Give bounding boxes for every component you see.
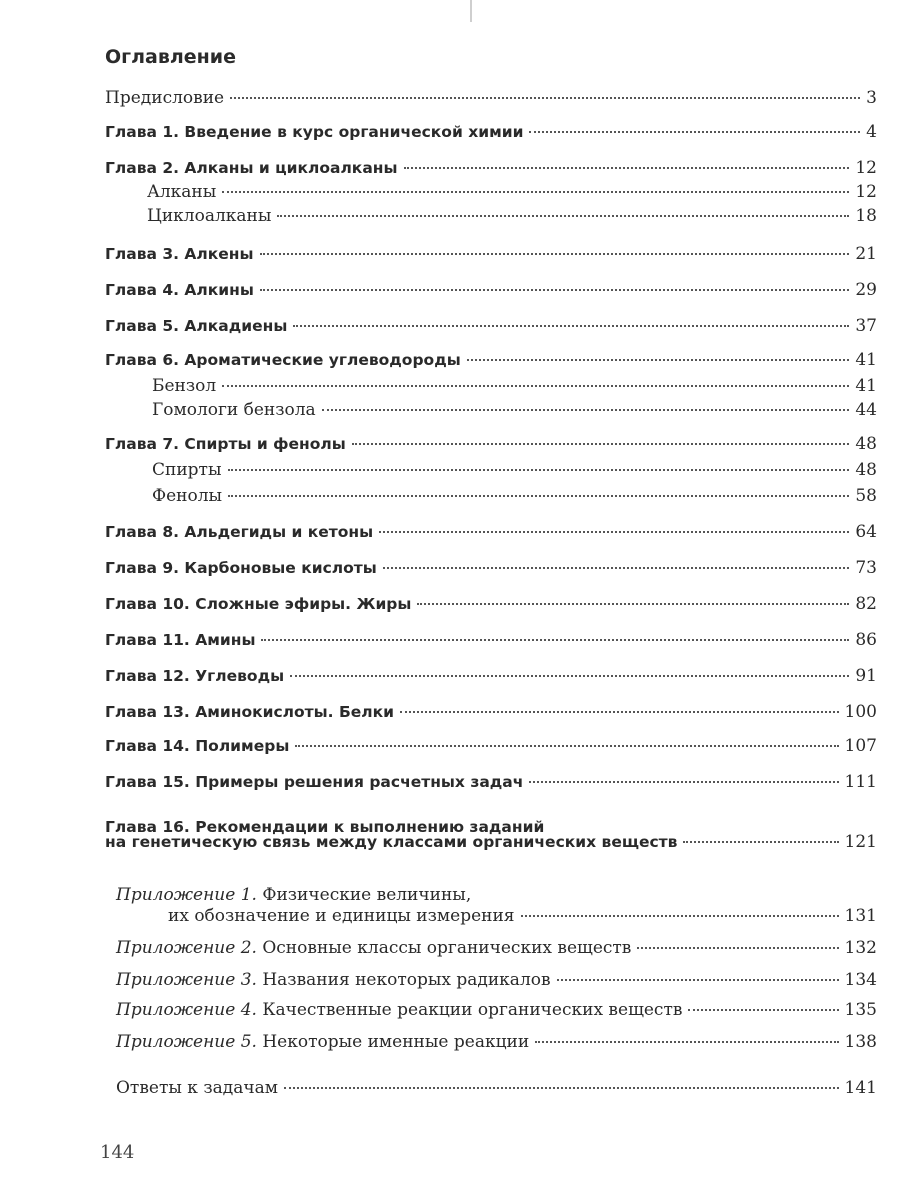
- dot-leader: [293, 325, 849, 327]
- dot-leader: [295, 745, 838, 747]
- entry-page: 44: [855, 400, 877, 420]
- toc-entry-chapter-14: [105, 736, 877, 764]
- entry-page: 86: [855, 630, 877, 650]
- toc-entry-preface: [105, 88, 877, 116]
- entry-page: 3: [866, 88, 877, 108]
- toc-entry-chapter-8: [105, 522, 877, 550]
- toc-entry-chapter-4: [105, 280, 877, 308]
- entry-label: [116, 970, 551, 990]
- entry-page: 141: [844, 1078, 877, 1098]
- dot-leader: [277, 215, 849, 217]
- entry-label: Бензол: [152, 376, 217, 396]
- entry-label: Глава 9. Карбоновые кислоты: [105, 559, 377, 577]
- entry-label: Глава 6. Ароматические углеводороды: [105, 351, 461, 369]
- toc-subentry-benzene-homologues: [152, 400, 877, 428]
- dot-leader: [322, 409, 850, 411]
- toc-entry-chapter-5: [105, 316, 877, 344]
- dot-leader: [417, 603, 849, 605]
- appendix-title-line1: Физические величины,: [262, 885, 472, 905]
- toc-heading: Оглавление: [105, 46, 236, 68]
- dot-leader: [228, 469, 850, 471]
- appendix-title: Некоторые именные реакции: [262, 1032, 530, 1052]
- dot-leader: [529, 781, 838, 783]
- dot-leader: [260, 253, 850, 255]
- toc-subentry-phenols: [152, 486, 877, 514]
- entry-label: Циклоалканы: [147, 206, 272, 226]
- entry-label: [116, 938, 631, 958]
- entry-label: Глава 8. Альдегиды и кетоны: [105, 523, 374, 541]
- chapter-16-title-line1: Глава 16. Рекомендации к выполнению заданий: [105, 818, 545, 836]
- entry-page: 41: [855, 350, 877, 370]
- dot-leader: [284, 1087, 839, 1089]
- entry-page: 37: [855, 316, 877, 336]
- entry-page: 4: [866, 122, 877, 142]
- dot-leader: [683, 841, 838, 843]
- toc-entry-chapter-10: [105, 594, 877, 622]
- toc-subentry-cycloalkanes: [147, 206, 877, 234]
- toc-entry-chapter-16: [105, 832, 877, 860]
- toc-entry-chapter-1: [105, 122, 877, 150]
- entry-page: 107: [844, 736, 877, 756]
- entry-page: 132: [844, 938, 877, 958]
- dot-leader: [400, 711, 839, 713]
- entry-page: 91: [855, 666, 877, 686]
- entry-label: Глава 1. Введение в курс органической химии: [105, 123, 524, 141]
- entry-page: 135: [844, 1000, 877, 1020]
- entry-page: 111: [844, 772, 877, 792]
- toc-entry-chapter-9: [105, 558, 877, 586]
- entry-page: 134: [844, 970, 877, 990]
- entry-label: Ответы к задачам: [116, 1078, 278, 1098]
- dot-leader: [261, 639, 849, 641]
- entry-label: Глава 5. Алкадиены: [105, 317, 288, 335]
- entry-label: Глава 14. Полимеры: [105, 737, 290, 755]
- appendix-prefix: Приложение 1.: [116, 885, 257, 905]
- entry-label: Глава 11. Амины: [105, 631, 256, 649]
- entry-page: 121: [844, 832, 877, 852]
- entry-label: Глава 7. Спирты и фенолы: [105, 435, 346, 453]
- dot-leader: [557, 979, 839, 981]
- appendix-title: Основные классы органических веществ: [262, 938, 632, 958]
- dot-leader: [379, 531, 849, 533]
- page-number: 144: [100, 1142, 135, 1163]
- entry-label: Глава 13. Аминокислоты. Белки: [105, 703, 395, 721]
- entry-page: 58: [855, 486, 877, 506]
- toc-entry-chapter-7: [105, 434, 877, 462]
- entry-label: Спирты: [152, 460, 222, 480]
- entry-label: Глава 2. Алканы и циклоалканы: [105, 159, 398, 177]
- toc-entry-chapter-13: [105, 702, 877, 730]
- dot-leader: [535, 1041, 838, 1043]
- entry-page: 48: [855, 434, 877, 454]
- entry-label: на генетическую связь между классами органических веществ: [105, 833, 678, 851]
- entry-label: [116, 1000, 682, 1020]
- dot-leader: [404, 167, 850, 169]
- toc-entry-chapter-15: [105, 772, 877, 800]
- entry-label: Глава 15. Примеры решения расчетных задач: [105, 773, 524, 791]
- entry-label: Предисловие: [105, 88, 225, 108]
- entry-label: Глава 12. Углеводы: [105, 667, 285, 685]
- toc-entry-chapter-12: [105, 666, 877, 694]
- toc-entry-appendix-2: [116, 938, 877, 966]
- dot-leader: [637, 947, 838, 949]
- entry-label: их обозначение и единицы измерения: [168, 906, 515, 926]
- entry-page: 12: [855, 158, 877, 178]
- entry-label: Глава 10. Сложные эфиры. Жиры: [105, 595, 412, 613]
- toc-entry-appendix-1: [168, 906, 877, 934]
- toc-entry-chapter-3: [105, 244, 877, 272]
- entry-label: Гомологи бензола: [152, 400, 316, 420]
- appendix-1-line1: [116, 885, 471, 905]
- entry-page: 100: [844, 702, 877, 722]
- dot-leader: [290, 675, 849, 677]
- entry-page: 131: [844, 906, 877, 926]
- entry-page: 21: [855, 244, 877, 264]
- toc-entry-appendix-5: [116, 1032, 877, 1060]
- toc-entry-answers: [116, 1078, 877, 1106]
- entry-page: 48: [855, 460, 877, 480]
- entry-label: Глава 3. Алкены: [105, 245, 254, 263]
- dot-leader: [230, 97, 860, 99]
- entry-page: 12: [855, 182, 877, 202]
- entry-page: 29: [855, 280, 877, 300]
- toc-entry-appendix-4: [116, 1000, 877, 1028]
- toc-entry-appendix-3: [116, 970, 877, 998]
- entry-label: Глава 4. Алкины: [105, 281, 254, 299]
- dot-leader: [521, 915, 839, 917]
- entry-label: Алканы: [147, 182, 217, 202]
- appendix-title: Качественные реакции органических веществ: [262, 1000, 683, 1020]
- entry-page: 41: [855, 376, 877, 396]
- entry-page: 138: [844, 1032, 877, 1052]
- entry-page: 64: [855, 522, 877, 542]
- dot-leader: [352, 443, 850, 445]
- appendix-prefix: Приложение 5.: [116, 1032, 257, 1052]
- entry-page: 18: [855, 206, 877, 226]
- entry-label: Фенолы: [152, 486, 223, 506]
- dot-leader: [222, 385, 849, 387]
- dot-leader: [467, 359, 850, 361]
- dot-leader: [688, 1009, 838, 1011]
- entry-page: 73: [855, 558, 877, 578]
- entry-page: 82: [855, 594, 877, 614]
- entry-label: [116, 1032, 529, 1052]
- toc-entry-chapter-6: [105, 350, 877, 378]
- dot-leader: [260, 289, 849, 291]
- appendix-prefix: Приложение 4.: [116, 1000, 257, 1020]
- appendix-prefix: Приложение 3.: [116, 970, 257, 990]
- dot-leader: [222, 191, 849, 193]
- appendix-title: Названия некоторых радикалов: [262, 970, 551, 990]
- dot-leader: [228, 495, 849, 497]
- dot-leader: [529, 131, 860, 133]
- toc-entry-chapter-11: [105, 630, 877, 658]
- dot-leader: [383, 567, 850, 569]
- bleed-through-mark: [470, 0, 472, 22]
- toc-subentry-alcohols: [152, 460, 877, 488]
- appendix-prefix: Приложение 2.: [116, 938, 257, 958]
